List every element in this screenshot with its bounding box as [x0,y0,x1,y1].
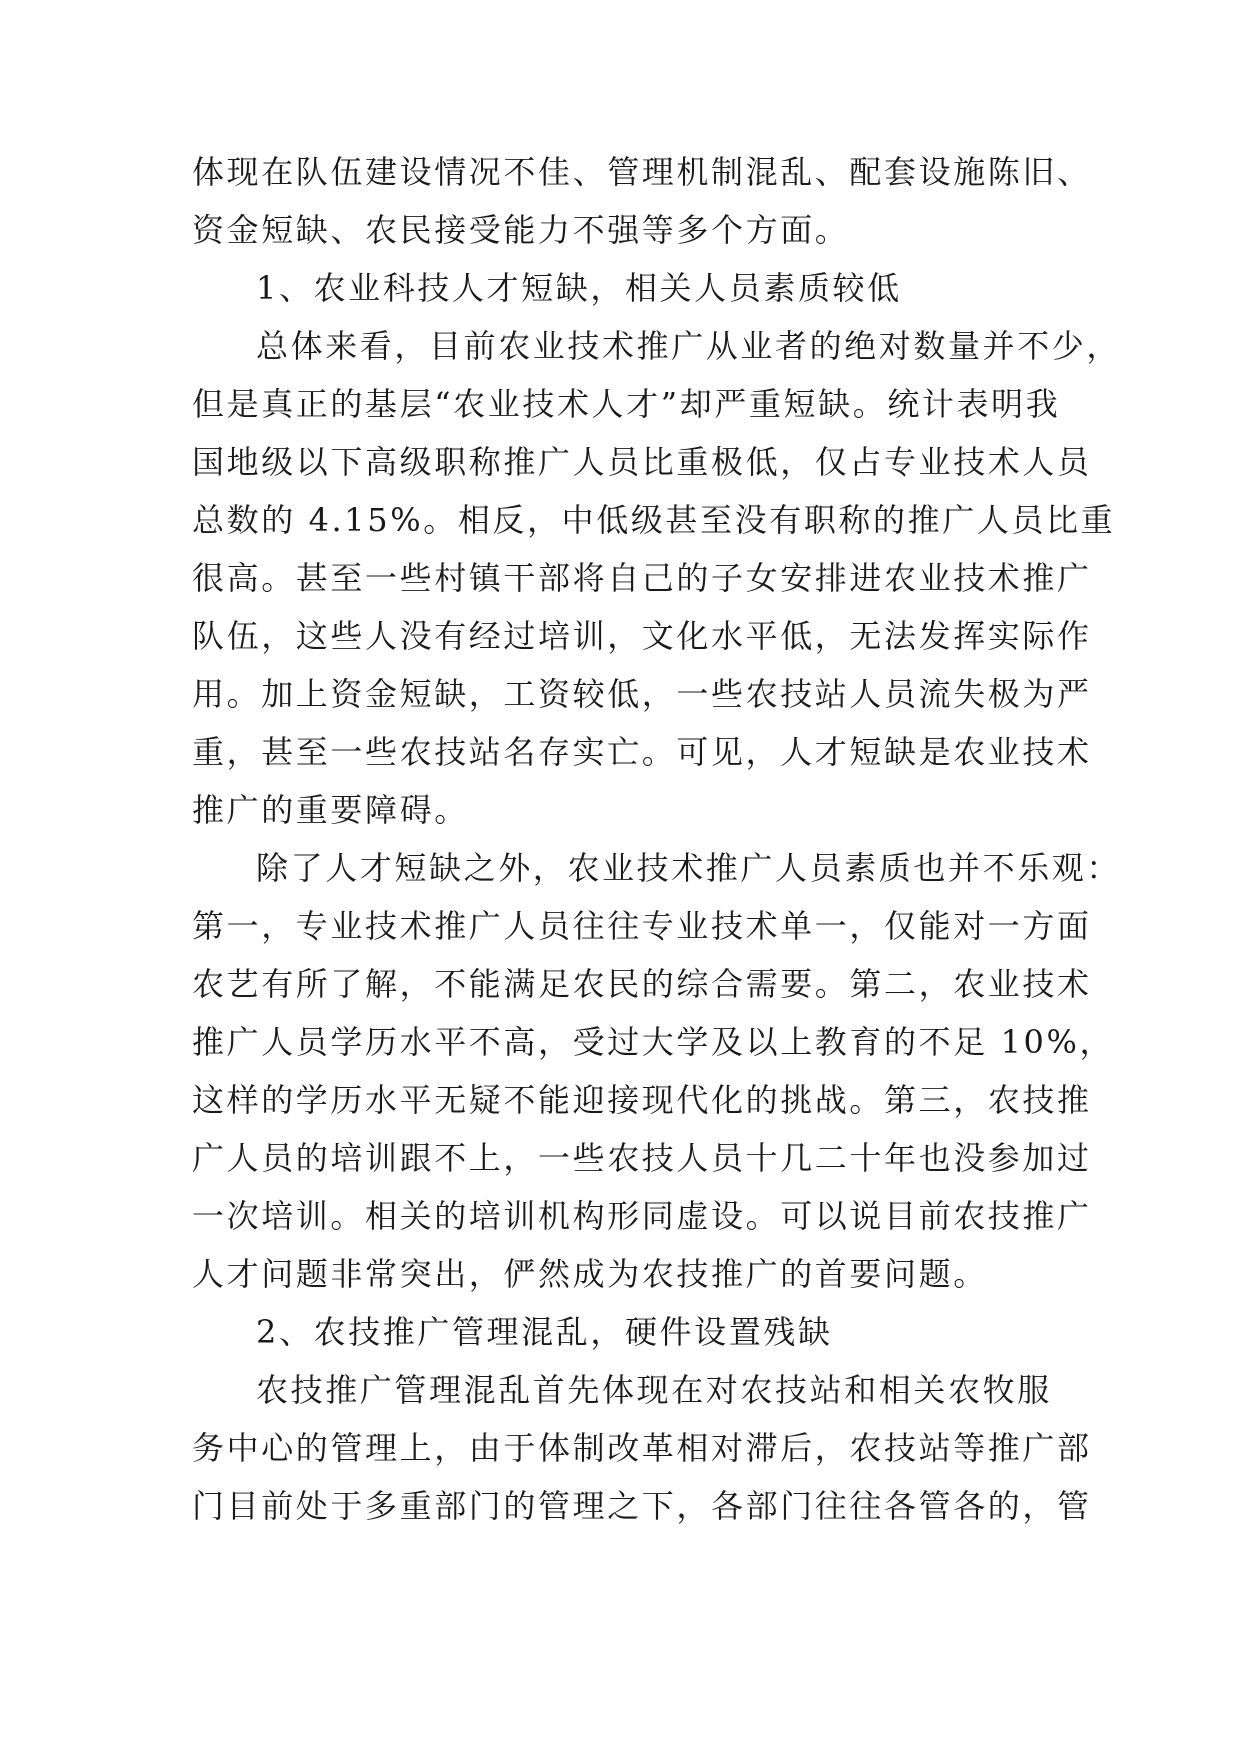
text-line: 但是真正的基层“农业技术人才”却严重短缺。统计表明我 [192,385,1061,423]
text-line: 农艺有所了解，不能满足农民的综合需要。第二，农业技术 [192,965,1092,1003]
text-line: 推广人员学历水平不高，受过大学及以上教育的不足 10%， [192,1023,1115,1061]
text-line: 门目前处于多重部门的管理之下，各部门往往各管各的，管 [192,1487,1092,1525]
section-heading: 1、农业科技人才短缺，相关人员素质较低 [256,269,902,307]
text-line: 资金短缺、农民接受能力不强等多个方面。 [192,211,850,249]
text-line: 务中心的管理上，由于体制改革相对滞后，农技站等推广部 [192,1429,1092,1467]
text-line: 用。加上资金短缺，工资较低，一些农技站人员流失极为严 [192,675,1092,713]
text-line: 总数的 4.15%。相反，中低级甚至没有职称的推广人员比重 [192,501,1116,539]
text-line: 队伍，这些人没有经过培训，文化水平低，无法发挥实际作 [192,617,1092,655]
text-line: 体现在队伍建设情况不佳、管理机制混乱、配套设施陈旧、 [192,153,1092,191]
text-line: 很高。甚至一些村镇干部将自己的子女安排进农业技术推广 [192,559,1092,597]
text-line: 除了人才短缺之外，农业技术推广人员素质也并不乐观： [256,849,1122,887]
text-line: 农技推广管理混乱首先体现在对农技站和相关农牧服 [256,1371,1052,1409]
text-line: 人才问题非常突出，俨然成为农技推广的首要问题。 [192,1255,988,1293]
section-heading: 2、农技推广管理混乱，硬件设置残缺 [256,1313,833,1351]
text-line: 一次培训。相关的培训机构形同虚设。可以说目前农技推广 [192,1197,1092,1235]
text-line: 总体来看，目前农业技术推广从业者的绝对数量并不少， [256,327,1122,365]
text-line: 这样的学历水平无疑不能迎接现代化的挑战。第三，农技推 [192,1081,1092,1119]
text-line: 广人员的培训跟不上，一些农技人员十几二十年也没参加过 [192,1139,1092,1177]
text-line: 重，甚至一些农技站名存实亡。可见，人才短缺是农业技术 [192,733,1092,771]
text-line: 第一，专业技术推广人员往往专业技术单一，仅能对一方面 [192,907,1092,945]
text-line: 国地级以下高级职称推广人员比重极低，仅占专业技术人员 [192,443,1092,481]
text-line: 推广的重要障碍。 [192,791,469,829]
